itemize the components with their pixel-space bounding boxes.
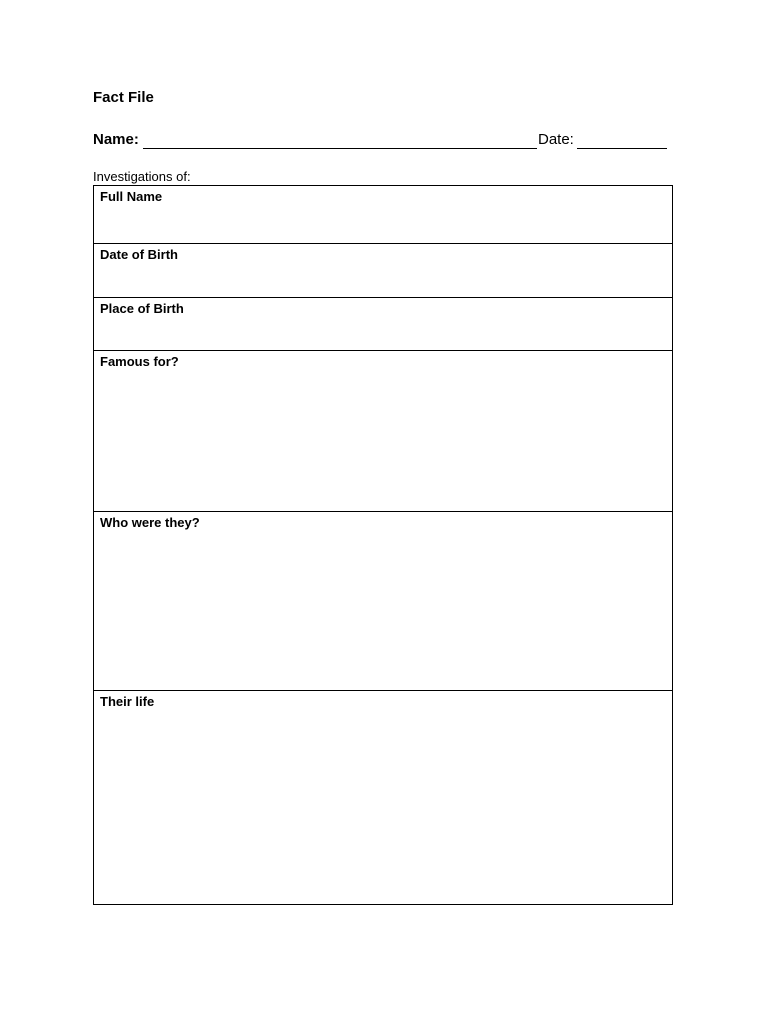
field-famous-for[interactable] xyxy=(94,350,672,511)
name-blank-line[interactable] xyxy=(143,148,537,149)
name-date-row xyxy=(93,131,673,151)
field-place-of-birth[interactable] xyxy=(94,297,672,350)
investigations-label: Investigations of: xyxy=(93,169,191,184)
name-label: Name: xyxy=(93,131,139,148)
field-their-life[interactable] xyxy=(94,690,672,904)
field-who-were-they[interactable] xyxy=(94,511,672,690)
field-label: Place of Birth xyxy=(100,301,184,316)
field-full-name[interactable] xyxy=(94,186,672,243)
field-label: Date of Birth xyxy=(100,247,178,262)
field-label: Full Name xyxy=(100,189,163,204)
fact-table xyxy=(93,185,673,905)
date-blank-line[interactable] xyxy=(577,148,667,149)
field-label: Who were they? xyxy=(100,515,200,530)
field-date-of-birth[interactable] xyxy=(94,243,672,297)
page-title: Fact File xyxy=(93,89,154,106)
field-label: Famous for? xyxy=(100,354,179,369)
field-label: Their life xyxy=(100,694,155,709)
date-label: Date: xyxy=(538,131,574,148)
